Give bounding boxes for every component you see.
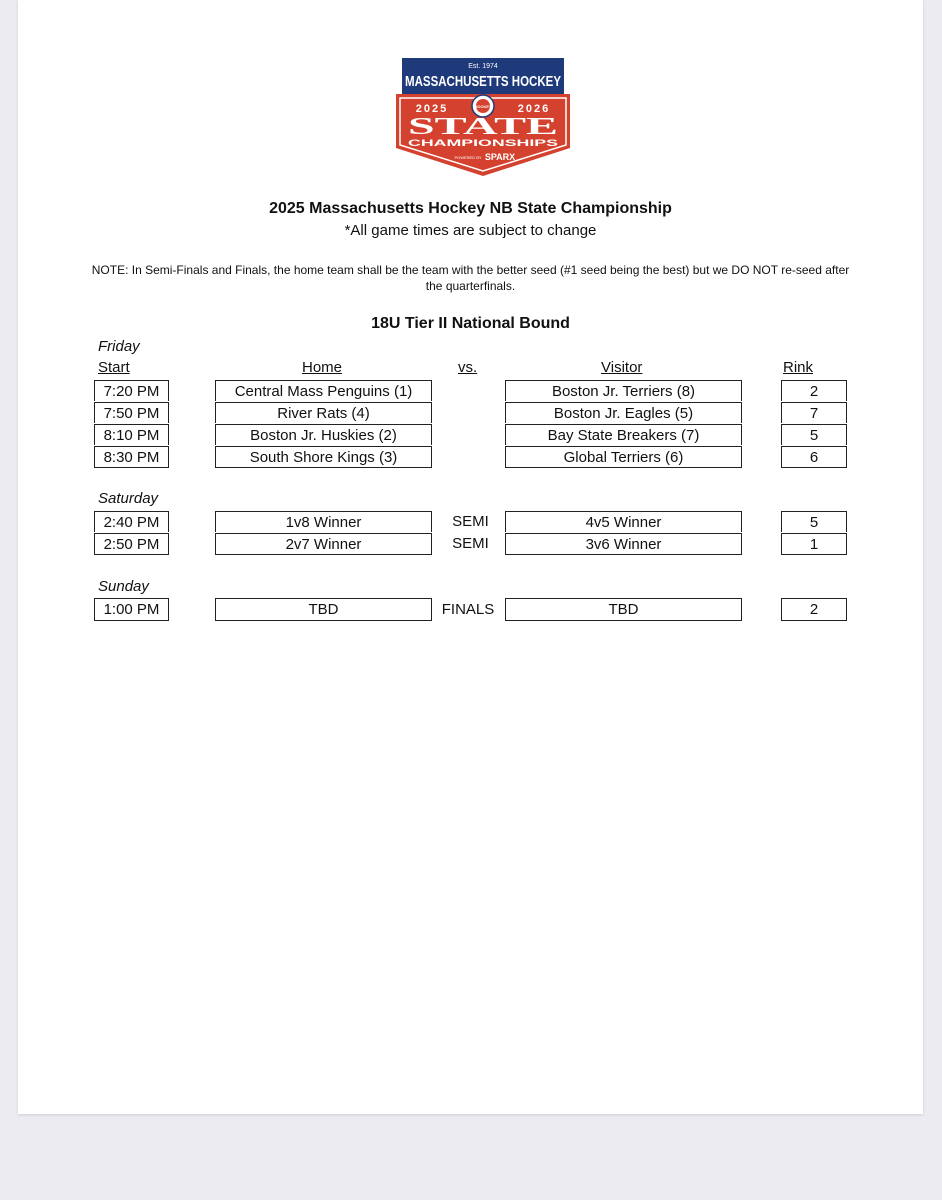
game-home-team: 1v8 Winner bbox=[215, 511, 432, 532]
document-page bbox=[18, 0, 923, 1114]
logo-org: MASSACHUSETTS HOCKEY bbox=[405, 74, 562, 90]
division-title: 18U Tier II National Bound bbox=[371, 315, 570, 332]
game-home-team: River Rats (4) bbox=[215, 402, 432, 423]
game-round-label: FINALS bbox=[441, 601, 495, 618]
game-rink: 7 bbox=[781, 402, 847, 423]
day-label-saturday: Saturday bbox=[98, 490, 159, 507]
game-visitor-team: Boston Jr. Eagles (5) bbox=[505, 402, 742, 423]
game-start-time: 2:40 PM bbox=[94, 511, 169, 532]
day-label-sunday: Sunday bbox=[98, 578, 149, 595]
game-visitor-team: Bay State Breakers (7) bbox=[505, 424, 742, 445]
game-home-team: Boston Jr. Huskies (2) bbox=[215, 424, 432, 445]
game-visitor-team: 4v5 Winner bbox=[505, 511, 742, 532]
game-rink: 2 bbox=[781, 380, 847, 401]
logo-word-state: STATE bbox=[408, 114, 558, 140]
game-rink: 2 bbox=[781, 598, 847, 621]
logo-sponsor: SPARX bbox=[484, 152, 516, 162]
logo-year-left: 2025 bbox=[415, 103, 449, 115]
game-home-team: South Shore Kings (3) bbox=[215, 446, 432, 468]
massachusetts-hockey-logo bbox=[394, 54, 572, 179]
logo-est: Est. 1974 bbox=[468, 63, 498, 70]
column-header-start: Start bbox=[98, 359, 130, 376]
game-start-time: 2:50 PM bbox=[94, 533, 169, 555]
column-header-rink: Rink bbox=[783, 359, 814, 376]
page-title: 2025 Massachusetts Hockey NB State Championship bbox=[269, 200, 672, 217]
game-home-team: 2v7 Winner bbox=[215, 533, 432, 555]
logo-word-championships: CHAMPIONSHIPS bbox=[408, 138, 558, 148]
game-round-label: SEMI bbox=[452, 513, 489, 530]
game-rink: 5 bbox=[781, 424, 847, 445]
logo-badge: HOCKEY bbox=[474, 104, 492, 109]
game-home-team: TBD bbox=[215, 598, 432, 621]
page-subtitle: *All game times are subject to change bbox=[344, 222, 597, 239]
logo-powered-by: POWERED BY bbox=[454, 155, 482, 160]
seeding-note: NOTE: In Semi-Finals and Finals, the home team shall be the team with the better seed (#1 seed being the best) but we DO NOT re-seed after the quarterfinals. bbox=[91, 263, 850, 293]
column-header-visitor: Visitor bbox=[601, 359, 643, 376]
game-home-team: Central Mass Penguins (1) bbox=[215, 380, 432, 401]
game-start-time: 7:20 PM bbox=[94, 380, 169, 401]
game-start-time: 1:00 PM bbox=[94, 598, 169, 621]
column-header-vs: vs. bbox=[458, 359, 478, 376]
game-start-time: 8:30 PM bbox=[94, 446, 169, 468]
game-start-time: 8:10 PM bbox=[94, 424, 169, 445]
game-rink: 1 bbox=[781, 533, 847, 555]
logo-year-right: 2026 bbox=[517, 103, 551, 115]
game-round-label: SEMI bbox=[452, 535, 489, 552]
day-label-friday: Friday bbox=[98, 338, 140, 355]
game-visitor-team: Global Terriers (6) bbox=[505, 446, 742, 468]
game-visitor-team: 3v6 Winner bbox=[505, 533, 742, 555]
game-rink: 6 bbox=[781, 446, 847, 468]
game-rink: 5 bbox=[781, 511, 847, 532]
game-visitor-team: TBD bbox=[505, 598, 742, 621]
game-visitor-team: Boston Jr. Terriers (8) bbox=[505, 380, 742, 401]
column-header-home: Home bbox=[302, 359, 343, 376]
game-start-time: 7:50 PM bbox=[94, 402, 169, 423]
